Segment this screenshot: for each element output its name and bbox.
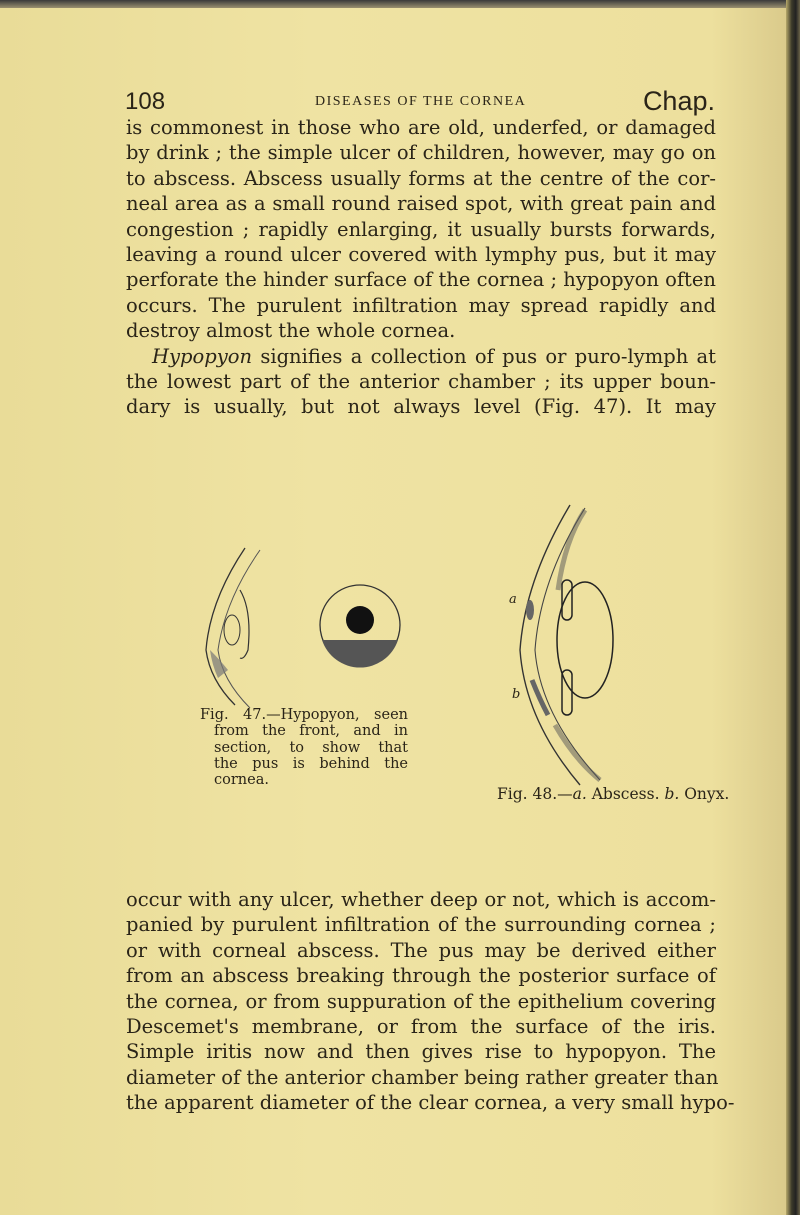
text-line: dary is usually, but not always level (Fig. 47). It may [126,395,716,419]
term-hypopyon: Hypopyon [152,344,253,368]
paragraph-3 [126,887,735,1116]
caption-line: from the front, and in [214,723,408,740]
caption-line: the pus is behind the [214,755,408,772]
running-header [125,88,715,118]
text-line: the cornea, or from suppuration of the epithelium covering [126,989,716,1013]
figure-48-caption [497,785,729,803]
figure-48-illustration [500,500,640,790]
text-line: neal area as a small round raised spot, with great pain and [126,192,716,216]
text-line: leaving a round ulcer covered with lymphy pus, but it may [126,243,716,267]
caption-line: cornea. [214,772,269,789]
paragraph-1 [126,115,716,420]
text-line: destroy almost the whole cornea. [126,319,456,343]
caption-a-text: Abscess. [586,785,665,803]
text-line: panied by purulent infiltration of the surrounding cornea ; [126,913,716,937]
text-line: by drink ; the simple ulcer of children, however, may go on [126,141,716,165]
text-span: signifies a collection of pus or puro-lymph at [252,344,716,368]
chapter-label: Chap. [642,86,715,116]
caption-fig-label: Fig. 48.— [497,785,573,803]
book-binding-edge [786,0,800,1215]
text-line: diameter of the anterior chamber being rather greater than [126,1065,719,1089]
text-line: the lowest part of the anterior chamber ; its upper boun- [126,370,716,394]
paragraph-2-first-line [126,344,716,369]
figure-47-caption [200,707,408,788]
text-line: occurs. The purulent infiltration may spread rapidly and [126,293,716,317]
text-line: occur with any ulcer, whether deep or not, which is accom- [126,888,716,911]
figure-47-front-illustration [315,580,405,670]
running-title: DISEASES OF THE CORNEA [315,94,527,109]
text-line: Simple iritis now and then gives rise to hypopyon. The [126,1040,716,1064]
caption-line: section, to show that [214,739,408,756]
caption-a: a. [572,785,587,803]
text-line: Descemet's membrane, or from the surface of the iris. [126,1015,716,1039]
text-line: from an abscess breaking through the posterior surface of [126,964,716,988]
text-line: perforate the hinder surface of the cornea ; hypopyon often [126,268,716,292]
text-line: or with corneal abscess. The pus may be derived either [126,938,716,962]
text-line: the apparent diameter of the clear cornea, a very small hypo- [126,1091,735,1115]
figure-48-label-a: a [509,592,517,607]
text-line: congestion ; rapidly enlarging, it usually bursts forwards, [126,217,716,241]
page-number: 108 [125,88,166,115]
text-line: to abscess. Abscess usually forms at the centre of the cor- [126,166,716,190]
caption-b: b. [664,785,680,803]
figure-47-section-illustration [200,540,280,710]
text-line: is commonest in those who are old, underfed, or damaged [126,116,716,139]
caption-line: Fig. 47.—Hypopyon, seen [200,707,408,723]
scan-top-edge [0,0,800,8]
figure-48-label-b: b [512,687,521,702]
caption-b-text: Onyx. [679,785,730,803]
